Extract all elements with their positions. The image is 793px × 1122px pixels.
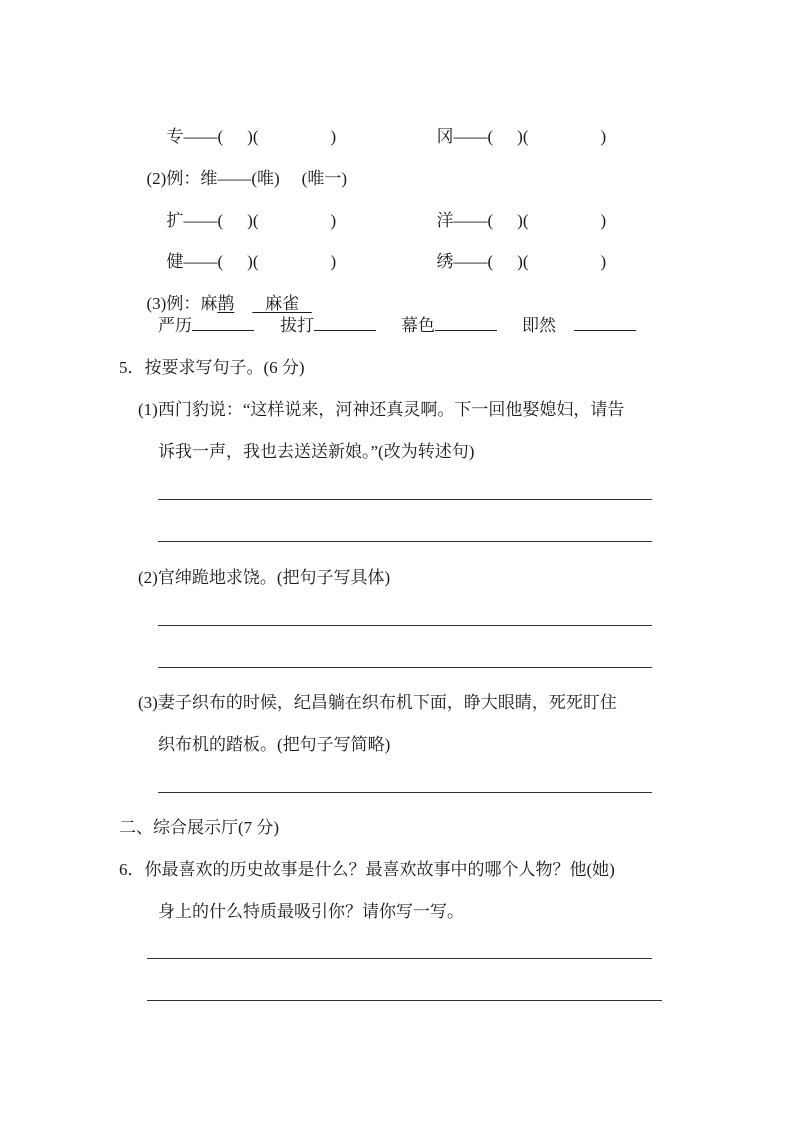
paren: )( — [247, 211, 259, 230]
answer-blank[interactable] — [192, 316, 254, 331]
paren: )( — [517, 252, 529, 271]
question-5-title: 5．按要求写句子。(6 分) — [119, 358, 305, 377]
correction-item-2 — [280, 316, 376, 336]
word-char: 绣 — [436, 252, 454, 271]
q5-sentence-3-line-2: 织布机的踏板。(把句子写简略) — [158, 735, 391, 754]
answer-line[interactable] — [158, 792, 652, 793]
word-char: 健 — [166, 252, 184, 271]
paren: ( — [487, 252, 494, 271]
example-char: 维 — [200, 169, 218, 188]
answer-line[interactable] — [158, 625, 652, 626]
answer-line[interactable] — [158, 667, 652, 668]
paren: ( — [217, 127, 224, 146]
word-item-gang — [428, 107, 606, 147]
correction-item-1 — [158, 316, 254, 336]
answer-blank[interactable] — [574, 316, 636, 331]
paren: )( — [517, 127, 529, 146]
answer-line[interactable] — [147, 958, 652, 959]
dash: —— — [453, 127, 488, 146]
q5-sentence-2: (2)官绅跪地求饶。(把句子写具体) — [138, 568, 391, 587]
example-answer-1: (唯) — [251, 169, 280, 188]
example-label: (3)例： — [146, 294, 201, 313]
example-answer — [252, 294, 312, 313]
paren: ) — [600, 211, 607, 230]
word-char: 专 — [166, 127, 184, 146]
q5-sentence-3-line-1: (3)妻子织布的时候，纪昌躺在织布机下面，睁大眼睛，死死盯住 — [138, 693, 617, 712]
word: 拔打 — [280, 316, 314, 335]
answer-blank[interactable] — [435, 316, 497, 331]
example-wrong-char: 鹊 — [217, 294, 235, 313]
dash: —— — [183, 211, 218, 230]
word-item-zhuan — [158, 107, 336, 147]
example-word: 麻 — [200, 294, 218, 313]
paren: ( — [217, 252, 224, 271]
section-2-title: 二、综合展示厅(7 分) — [119, 818, 280, 837]
paren: )( — [517, 211, 529, 230]
question-6-line-2: 身上的什么特质最吸引你？请你写一写。 — [158, 902, 464, 921]
word-item-xiu — [428, 232, 606, 272]
word-item-jian — [158, 232, 336, 272]
word: 严历 — [158, 316, 192, 335]
answer-line[interactable] — [158, 541, 652, 542]
example-answer-text: 麻雀 — [265, 294, 300, 313]
q2-example — [138, 149, 347, 189]
paren: ( — [487, 211, 494, 230]
paren: ) — [600, 252, 607, 271]
paren: ( — [487, 127, 494, 146]
answer-blank[interactable] — [314, 316, 376, 331]
dash: —— — [217, 169, 252, 188]
answer-line[interactable] — [147, 1000, 662, 1001]
paren: ) — [330, 252, 337, 271]
paren: ) — [330, 127, 337, 146]
paren: )( — [247, 127, 259, 146]
dash: —— — [183, 252, 218, 271]
word: 即然 — [522, 316, 556, 335]
dash: —— — [183, 127, 218, 146]
word-item-kuo — [158, 191, 336, 231]
example-answer-2: (唯一) — [301, 169, 347, 188]
word-char: 扩 — [166, 211, 184, 230]
q3-example — [138, 274, 312, 314]
q5-sentence-1-line-2: 诉我一声，我也去送送新娘。”(改为转述句) — [158, 442, 475, 461]
paren: ( — [217, 211, 224, 230]
paren: ) — [330, 211, 337, 230]
q5-sentence-1-line-1: (1)西门豹说：“这样说来，河神还真灵啊。下一回他娶媳妇，请告 — [138, 400, 625, 419]
question-6-line-1: 6．你最喜欢的历史故事是什么？最喜欢故事中的哪个人物？他(她) — [119, 860, 615, 879]
answer-line[interactable] — [158, 499, 652, 500]
dash: —— — [453, 211, 488, 230]
paren: ) — [600, 127, 607, 146]
example-label: (2)例： — [146, 169, 201, 188]
paren: )( — [247, 252, 259, 271]
word-char: 洋 — [436, 211, 454, 230]
word-item-yang — [428, 191, 606, 231]
correction-item-3 — [401, 316, 497, 336]
dash: —— — [453, 252, 488, 271]
word-char: 冈 — [436, 127, 454, 146]
word: 幕色 — [401, 316, 435, 335]
correction-item-4 — [522, 316, 636, 336]
